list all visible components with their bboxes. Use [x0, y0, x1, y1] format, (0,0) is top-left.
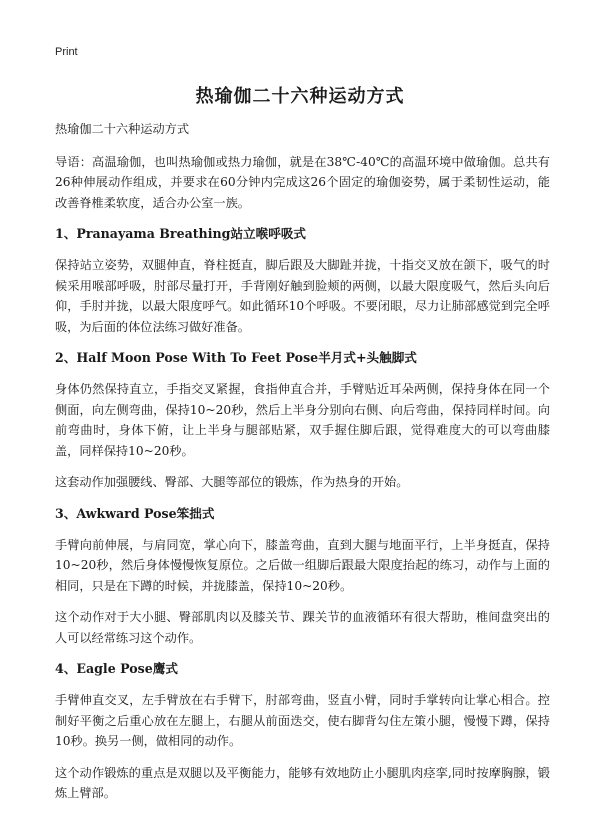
section-paragraph: 这个动作锻炼的重点是双腿以及平衡能力，能够有效地防止小腿肌肉痉挛,同时按摩胸腺，锻炼上臂部。 [55, 765, 550, 800]
section-paragraph: 手臂向前伸展，与肩同宽，掌心向下，膝盖弯曲，直到大腿与地面平行，上半身挺直，保持10~20秒，然后身体慢慢恢复原位。之后做一组脚后跟最大限度抬起的练习，动作与上面的相同，只是在下蹲的时候，并拢膝盖，保持10~20秒。 [55, 537, 550, 593]
section-paragraph: 身体仍然保持直立，手指交叉紧握，食指伸直合并，手臂贴近耳朵两侧，保持身体在同一个侧面，向左侧弯曲，保持10~20秒，然后上半身分别向右侧、向后弯曲，保持同样时间。向前弯曲时，身体下俯，让上半身与腿部贴紧，双手握住脚后跟，觉得难度大的可以弯曲膝盖，同样保持10~20秒。 [55, 382, 550, 458]
article-body [55, 119, 550, 815]
section-paragraph: 这个动作对于大小腿、臀部肌肉以及膝关节、踝关节的血液循环有很大帮助，椎间盘突出的人可以经常练习这个动作。 [55, 610, 550, 645]
page-title: 热瑜伽二十六种运动方式 [195, 86, 405, 107]
intro-paragraph: 导语：高温瑜伽，也叫热瑜伽或热力瑜伽，就是在38℃-40℃的高温环境中做瑜伽。总共有26种伸展动作组成，并要求在60分钟内完成这26个固定的瑜伽姿势，属于柔韧性运动，能改善脊椎柔软度，适合办公室一族。 [55, 154, 550, 210]
section-paragraph: 保持站立姿势，双腿伸直，脊柱挺直，脚后跟及大脚趾并拢，十指交叉放在颌下，吸气的时候采用喉部呼吸，肘部尽量打开，手背刚好触到脸颊的两侧，以最大限度吸气，然后头向后仰，手肘并拢，以最大限度呼气。如此循环10个呼吸。不要闭眼，尽力让肺部感觉到完全呼吸，为后面的体位法练习做好准备。 [55, 258, 550, 334]
print-link[interactable]: Print [55, 46, 78, 58]
section-heading: 3、Awkward Pose笨拙式 [55, 505, 215, 521]
section-paragraph: 手臂伸直交叉，左手臂放在右手臂下，肘部弯曲，竖直小臂，同时手掌转向让掌心相合。控制好平衡之后重心放在左腿上，右腿从前面迭交，使右脚背勾住左策小腿，慢慢下蹲，保持10秒。换另一侧，做相同的动作。 [55, 693, 550, 748]
section-paragraph: 这套动作加强腰线、臀部、大腿等部位的锻炼，作为热身的开始。 [55, 475, 409, 489]
section-heading: 2、Half Moon Pose With To Feet Pose半月式+头触脚式 [55, 350, 417, 365]
section-heading: 1、Pranayama Breathing站立喉呼吸式 [55, 226, 307, 241]
section-heading: 4、Eagle Pose鹰式 [55, 661, 178, 676]
article-subtitle: 热瑜伽二十六种运动方式 [55, 122, 190, 136]
